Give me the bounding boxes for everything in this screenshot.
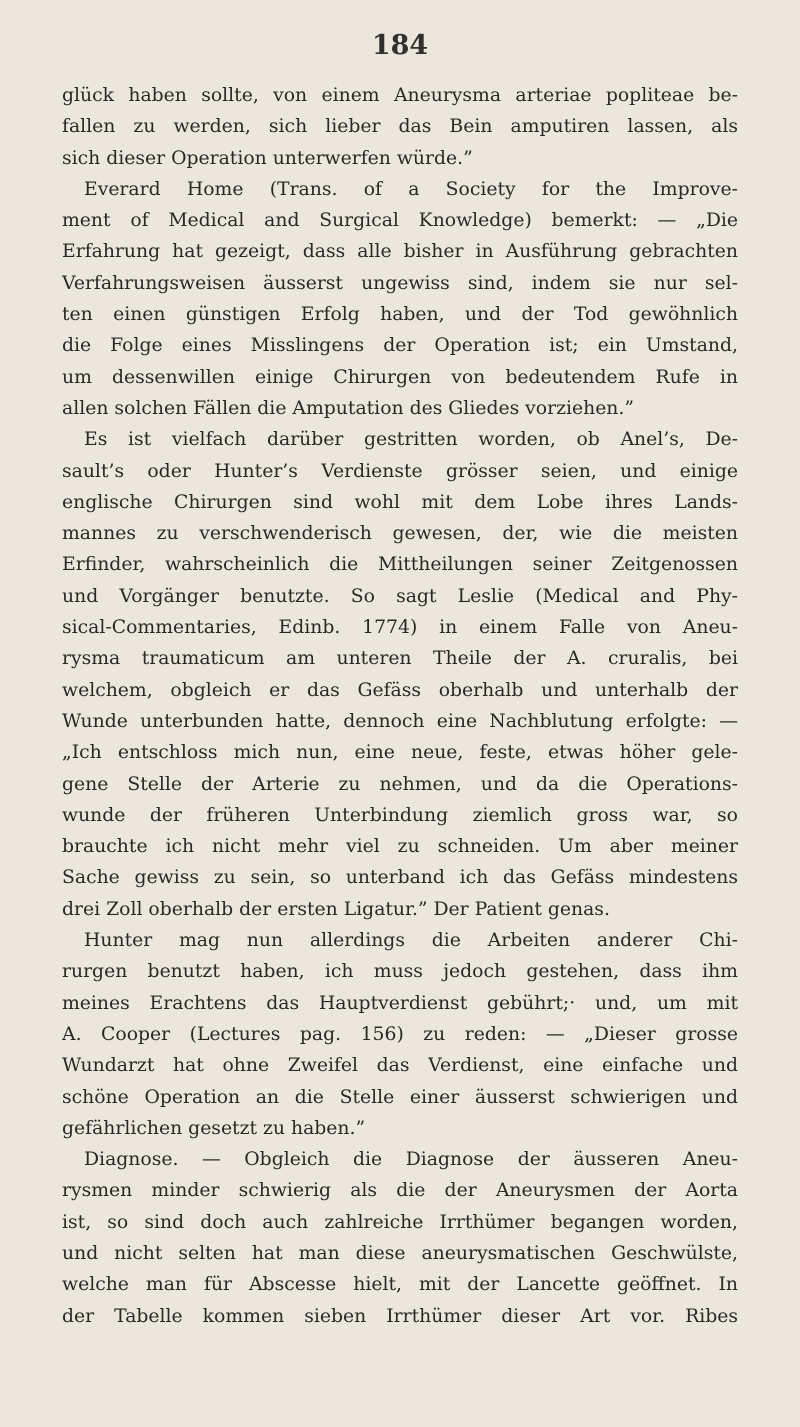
text-line: welche man für Abscesse hielt, mit der Lancette geöffnet. In	[62, 1274, 738, 1296]
text-line: englische Chirurgen sind wohl mit dem Lobe ihres Lands-	[62, 491, 738, 513]
text-line: drei Zoll oberhalb der ersten Ligatur.” Der Patient genas.	[62, 898, 610, 920]
text-line: Diagnose. — Obgleich die Diagnose der äusseren Aneu-	[84, 1149, 738, 1171]
text-line: der Tabelle kommen sieben Irrthümer dieser Art vor. Ribes	[62, 1305, 738, 1327]
text-line: ten einen günstigen Erfolg haben, und der Tod gewöhnlich	[62, 304, 738, 326]
text-line: meines Erachtens das Hauptverdienst gebührt;· und, um mit	[62, 992, 738, 1014]
text-line: fallen zu werden, sich lieber das Bein amputiren lassen, als	[62, 116, 738, 138]
text-line: rysma traumaticum am unteren Theile der A. cruralis, bei	[62, 648, 738, 670]
text-line: gene Stelle der Arterie zu nehmen, und da die Operations-	[62, 773, 738, 795]
text-line: Hunter mag nun allerdings die Arbeiten anderer Chi-	[84, 930, 738, 952]
page-number: 184	[371, 30, 429, 61]
text-line: Everard Home (Trans. of a Society for the Improve-	[84, 178, 738, 200]
text-line: ment of Medical and Surgical Knowledge) bemerkt: — „Die	[62, 210, 738, 232]
text-line: ist, so sind doch auch zahlreiche Irrthümer begangen worden,	[62, 1211, 738, 1233]
text-line: Verfahrungsweisen äusserst ungewiss sind, indem sie nur sel-	[62, 272, 738, 294]
text-line: glück haben sollte, von einem Aneurysma arteriae popliteae be-	[62, 85, 738, 106]
text-line: schöne Operation an die Stelle einer äusserst schwierigen und	[62, 1086, 738, 1108]
text-line: welchem, obgleich er das Gefäss oberhalb und unterhalb der	[62, 679, 738, 701]
text-line: Wunde unterbunden hatte, dennoch eine Nachblutung erfolgte: —	[62, 710, 738, 732]
body-text	[62, 80, 738, 1332]
text-line: sical-Commentaries, Edinb. 1774) in einem Falle von Aneu-	[62, 617, 738, 639]
text-line: mannes zu verschwenderisch gewesen, der, wie die meisten	[62, 523, 738, 545]
text-line: Wundarzt hat ohne Zweifel das Verdienst, eine einfache und	[62, 1055, 738, 1077]
text-line: und Vorgänger benutzte. So sagt Leslie (Medical and Phy-	[62, 585, 738, 607]
text-line: die Folge eines Misslingens der Operation ist; ein Umstand,	[62, 335, 738, 357]
text-line: brauchte ich nicht mehr viel zu schneiden. Um aber meiner	[62, 836, 738, 858]
text-line: A. Cooper (Lectures pag. 156) zu reden: — „Dieser grosse	[62, 1023, 738, 1045]
text-line: „Ich entschloss mich nun, eine neue, feste, etwas höher gele-	[62, 742, 738, 764]
text-line: sich dieser Operation unterwerfen würde.”	[62, 147, 473, 169]
text-line: allen solchen Fällen die Amputation des Gliedes vorziehen.”	[62, 397, 634, 419]
text-line: wunde der früheren Unterbindung ziemlich gross war, so	[62, 804, 738, 826]
text-line: rysmen minder schwierig als die der Aneurysmen der Aorta	[62, 1180, 738, 1202]
text-line: gefährlichen gesetzt zu haben.”	[62, 1117, 366, 1139]
text-line: Erfahrung hat gezeigt, dass alle bisher in Ausführung gebrachten	[62, 241, 738, 263]
text-line: Sache gewiss zu sein, so unterband ich das Gefäss mindestens	[62, 867, 738, 889]
text-line: Es ist vielfach darüber gestritten worden, ob Anel’s, De-	[84, 429, 738, 451]
text-line: um dessenwillen einige Chirurgen von bedeutendem Rufe in	[62, 366, 738, 388]
text-line: und nicht selten hat man diese aneurysmatischen Geschwülste,	[62, 1242, 738, 1264]
text-line: sault’s oder Hunter’s Verdienste grösser seien, und einige	[62, 460, 738, 482]
text-line: rurgen benutzt haben, ich muss jedoch gestehen, dass ihm	[62, 961, 738, 983]
text-line: Erfinder, wahrscheinlich die Mittheilungen seiner Zeitgenossen	[62, 554, 738, 576]
